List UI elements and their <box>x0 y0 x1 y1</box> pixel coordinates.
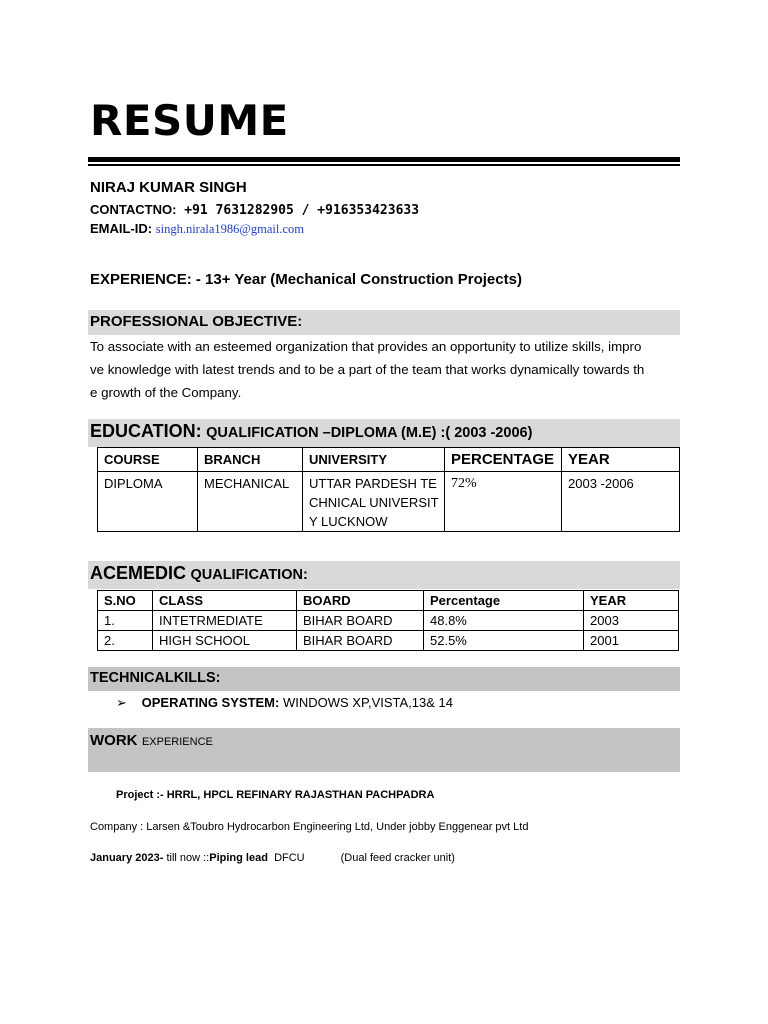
education-heading-band <box>88 419 680 447</box>
arrow-bullet-icon: ➢ <box>116 695 127 710</box>
university-line: CHNICAL UNIVERSIT <box>309 495 439 510</box>
email-line <box>90 221 304 237</box>
os-skill-item <box>116 695 453 711</box>
table-cell: BIHAR BOARD <box>297 631 424 651</box>
table-cell: HIGH SCHOOL <box>153 631 297 651</box>
academic-heading <box>90 563 308 584</box>
column-header: YEAR <box>562 448 680 472</box>
academic-heading-detail: QUALIFICATION: <box>190 567 308 583</box>
contact-label: CONTACTNO: <box>90 202 177 217</box>
work-heading-band <box>88 728 680 772</box>
company-line: Company : Larsen &Toubro Hydrocarbon Engineering Ltd, Under jobby Enggenear pvt Ltd <box>90 821 529 833</box>
table-header-row <box>98 591 679 611</box>
objective-text <box>90 335 680 404</box>
role-period: January 2023- <box>90 852 164 864</box>
table-cell: 2. <box>98 631 153 651</box>
technical-heading: TECHNICALKILLS: <box>90 670 221 686</box>
education-heading-detail: QUALIFICATION –DIPLOMA (M.E) :( 2003 -2006) <box>206 425 533 441</box>
objective-heading-band <box>88 310 680 335</box>
column-header: UNIVERSITY <box>303 448 445 472</box>
experience-summary: EXPERIENCE: - 13+ Year (Mechanical Construction Projects) <box>90 271 522 288</box>
column-header: BRANCH <box>198 448 303 472</box>
work-heading-detail: EXPERIENCE <box>141 736 213 748</box>
table-cell: 48.8% <box>424 611 584 631</box>
table-row <box>98 472 680 532</box>
table-cell: 72% <box>445 472 562 532</box>
objective-line: ve knowledge with latest trends and to be a part of the team that works dynamically towards th <box>90 362 645 377</box>
project-line: Project :- HRRL, HPCL REFINARY RAJASTHAN PACHPADRA <box>116 789 435 801</box>
objective-heading: PROFESSIONAL OBJECTIVE: <box>90 313 303 330</box>
academic-heading-main: ACEMEDIC <box>90 563 187 583</box>
column-header: CLASS <box>153 591 297 611</box>
table-cell <box>303 472 445 532</box>
table-cell: DIPLOMA <box>98 472 198 532</box>
role-unit-desc: (Dual feed cracker unit) <box>340 852 455 864</box>
column-header: PERCENTAGE <box>445 448 562 472</box>
title-rule-thick <box>88 157 680 162</box>
work-heading-main: WORK <box>90 732 138 749</box>
table-cell: 2003 <box>584 611 679 631</box>
table-cell: MECHANICAL <box>198 472 303 532</box>
objective-line: To associate with an esteemed organization that provides an opportunity to utilize skills, impro <box>90 339 642 354</box>
university-line: UTTAR PARDESH TE <box>309 476 437 491</box>
university-line: Y LUCKNOW <box>309 514 388 529</box>
contact-line <box>90 202 419 218</box>
table-cell: INTETRMEDIATE <box>153 611 297 631</box>
os-value: WINDOWS XP,VISTA,13& 14 <box>282 695 453 710</box>
table-cell: BIHAR BOARD <box>297 611 424 631</box>
table-cell: 1. <box>98 611 153 631</box>
education-table <box>97 447 680 532</box>
role-title: Piping lead <box>209 852 268 864</box>
table-cell: 52.5% <box>424 631 584 651</box>
academic-heading-band <box>88 561 680 589</box>
os-label: OPERATING SYSTEM: <box>141 695 280 710</box>
table-cell: 2001 <box>584 631 679 651</box>
education-heading-main: EDUCATION: <box>90 421 202 441</box>
contact-value: +91 7631282905 / +916353423633 <box>184 203 420 218</box>
work-heading <box>90 732 213 750</box>
table-cell: 2003 -2006 <box>562 472 680 532</box>
academic-table <box>97 590 679 651</box>
table-row <box>98 631 679 651</box>
resume-title: RESUME <box>90 96 289 145</box>
column-header: COURSE <box>98 448 198 472</box>
role-line <box>90 852 455 864</box>
title-rule-thin <box>88 164 680 166</box>
email-label: EMAIL-ID: <box>90 221 153 236</box>
education-heading <box>90 421 532 442</box>
objective-line: e growth of the Company. <box>90 385 242 400</box>
table-header-row <box>98 448 680 472</box>
column-header: YEAR <box>584 591 679 611</box>
role-till: till now :: <box>163 852 210 864</box>
email-link[interactable]: singh.nirala1986@gmail.com <box>155 222 305 236</box>
role-unit: DFCU <box>274 852 305 864</box>
table-row <box>98 611 679 631</box>
column-header: Percentage <box>424 591 584 611</box>
column-header: BOARD <box>297 591 424 611</box>
candidate-name: NIRAJ KUMAR SINGH <box>90 179 247 196</box>
technical-heading-band <box>88 667 680 691</box>
column-header: S.NO <box>98 591 153 611</box>
